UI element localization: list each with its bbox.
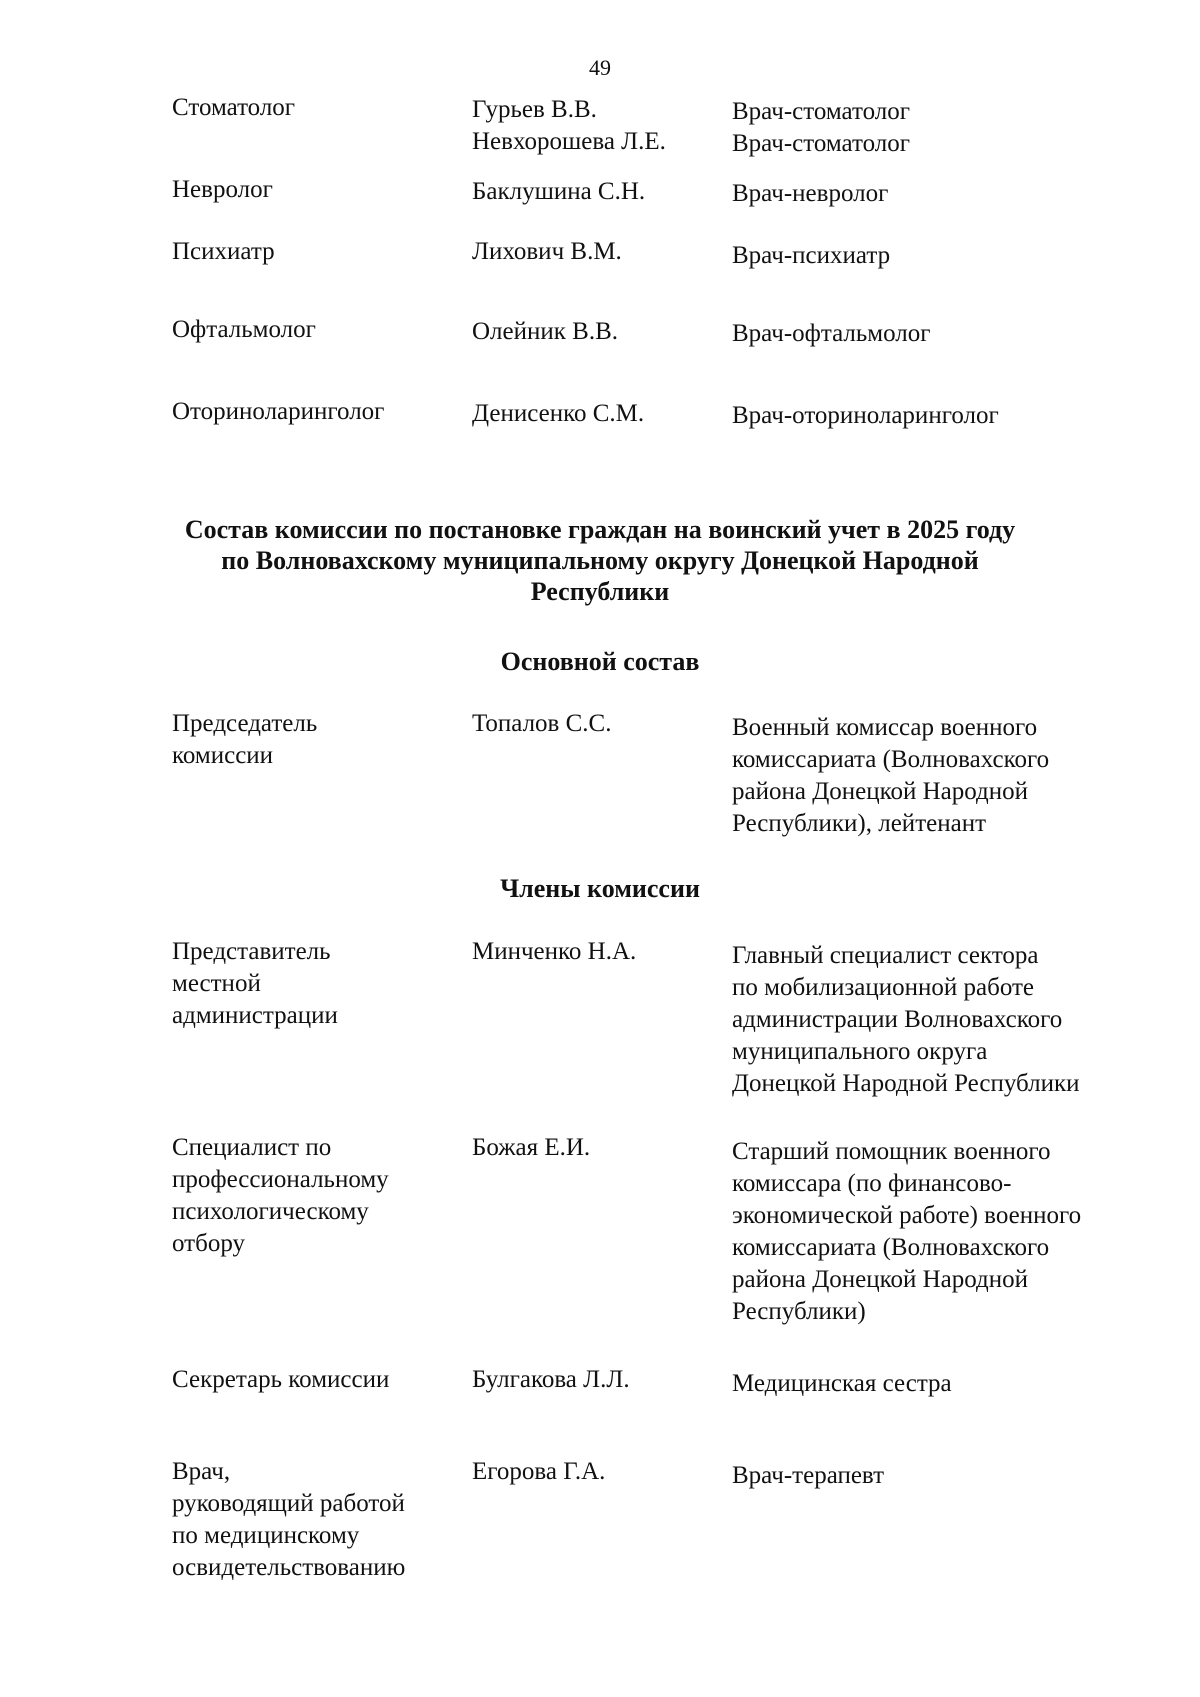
page-number: 49	[589, 55, 611, 80]
position-line: Республики), лейтенант	[732, 810, 986, 837]
position-line: Медицинская сестра	[732, 1370, 952, 1397]
role-line: руководящий работой	[172, 1490, 405, 1517]
name-cell	[472, 1364, 732, 1396]
position-line: экономической работе) военного	[732, 1202, 1082, 1229]
name-line: Олейник В.В.	[472, 318, 619, 345]
role-cell	[172, 92, 462, 124]
role-line: местной	[172, 970, 261, 997]
role-line: Невролог	[172, 176, 273, 203]
role-cell	[172, 708, 462, 772]
role-line: Председатель	[172, 710, 318, 737]
role-line: освидетельствованию	[172, 1554, 406, 1581]
position-line: Врач-терапевт	[732, 1462, 885, 1489]
position-cell	[732, 1136, 1152, 1328]
role-cell	[172, 236, 462, 268]
position-line: по мобилизационной работе	[732, 974, 1035, 1001]
name-line: Гурьев В.В.	[472, 96, 597, 123]
name-line: Денисенко С.М.	[472, 400, 645, 427]
position-cell	[732, 712, 1152, 840]
name-line: Невхорошева Л.Е.	[472, 128, 666, 155]
position-line: Врач-невролог	[732, 180, 889, 207]
position-line: комиссариата (Волновахского	[732, 1234, 1050, 1261]
name-cell	[472, 398, 732, 430]
position-line: района Донецкой Народной	[732, 778, 1029, 805]
position-cell	[732, 96, 1152, 160]
position-cell	[732, 940, 1152, 1100]
position-line: Военный комиссар военного	[732, 714, 1038, 741]
name-line: Баклушина С.Н.	[472, 178, 646, 205]
position-line: Врач-стоматолог	[732, 98, 910, 125]
role-cell	[172, 174, 462, 206]
role-line: психологическому	[172, 1198, 369, 1225]
position-line: комиссариата (Волновахского	[732, 746, 1050, 773]
heading-line-2: по Волновахскому муниципальному округу Донецкой Народной	[221, 546, 979, 575]
name-line: Минченко Н.А.	[472, 938, 637, 965]
name-cell	[472, 236, 732, 268]
role-line: профессиональному	[172, 1166, 389, 1193]
position-line: администрации Волновахского	[732, 1006, 1063, 1033]
role-line: Врач,	[172, 1458, 231, 1485]
role-cell	[172, 1456, 462, 1584]
name-cell	[472, 936, 732, 968]
role-line: администрации	[172, 1002, 338, 1029]
role-line: Оториноларинголог	[172, 398, 385, 425]
position-line: Старший помощник военного	[732, 1138, 1051, 1165]
name-cell	[472, 316, 732, 348]
position-cell	[732, 240, 1152, 272]
position-cell	[732, 1368, 1152, 1400]
role-line: комиссии	[172, 742, 274, 769]
role-line: Секретарь комиссии	[172, 1366, 390, 1393]
position-line: Врач-офтальмолог	[732, 320, 931, 347]
position-line: Врач-стоматолог	[732, 130, 910, 157]
role-cell	[172, 396, 462, 428]
name-line: Топалов С.С.	[472, 710, 612, 737]
role-cell	[172, 314, 462, 346]
name-cell	[472, 94, 732, 158]
heading-line-3: Республики	[530, 577, 670, 606]
role-cell	[172, 1364, 462, 1396]
role-line: Специалист по	[172, 1134, 332, 1161]
section-title-members: Члены комиссии	[500, 874, 700, 903]
name-line: Божая Е.И.	[472, 1134, 591, 1161]
name-cell	[472, 1132, 732, 1164]
role-line: по медицинскому	[172, 1522, 360, 1549]
position-line: Главный специалист сектора	[732, 942, 1039, 969]
role-line: Представитель	[172, 938, 331, 965]
name-line: Лихович В.М.	[472, 238, 622, 265]
heading-line-1: Состав комиссии по постановке граждан на воинский учет в 2025 году	[184, 515, 1016, 544]
position-line: Донецкой Народной Республики	[732, 1070, 1080, 1097]
position-line: Республики)	[732, 1298, 866, 1325]
name-line: Егорова Г.А.	[472, 1458, 606, 1485]
position-line: муниципального округа	[732, 1038, 988, 1065]
section-title-main: Основной состав	[500, 647, 700, 676]
name-cell	[472, 176, 732, 208]
role-line: Стоматолог	[172, 94, 296, 121]
position-cell	[732, 178, 1152, 210]
name-cell	[472, 708, 732, 740]
position-line: комиссара (по финансово-	[732, 1170, 1012, 1197]
position-line: района Донецкой Народной	[732, 1266, 1029, 1293]
position-cell	[732, 318, 1152, 350]
name-cell	[472, 1456, 732, 1488]
position-cell	[732, 400, 1152, 432]
role-line: Офтальмолог	[172, 316, 316, 343]
role-cell	[172, 936, 462, 1032]
role-line: отбору	[172, 1230, 245, 1257]
role-cell	[172, 1132, 462, 1260]
role-line: Психиатр	[172, 238, 275, 265]
name-line: Булгакова Л.Л.	[472, 1366, 630, 1393]
position-line: Врач-оториноларинголог	[732, 402, 999, 429]
position-cell	[732, 1460, 1152, 1492]
position-line: Врач-психиатр	[732, 242, 891, 269]
